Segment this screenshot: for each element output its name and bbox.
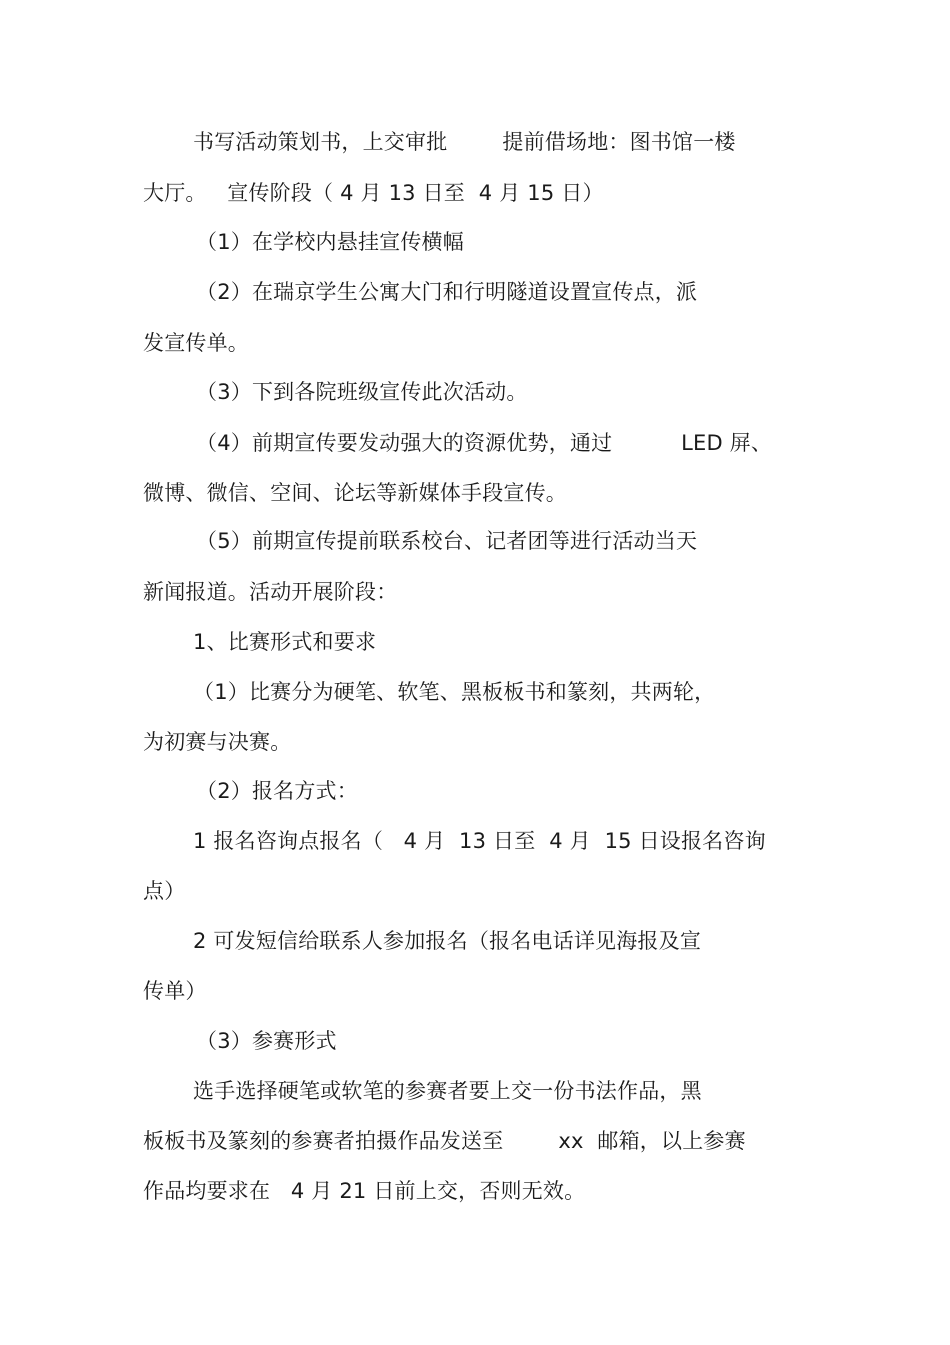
text-line: 大厅。 宣传阶段（ 4 月 13 日至 4 月 15 日）	[143, 181, 604, 205]
text-line: 微博、微信、空间、论坛等新媒体手段宣传。	[143, 481, 567, 505]
text-line: （3）下到各院班级宣传此次活动。	[196, 380, 528, 404]
text-line: 书写活动策划书，上交审批 提前借场地：图书馆一楼	[193, 130, 736, 154]
text-line: （5）前期宣传提前联系校台、记者团等进行活动当天	[196, 529, 698, 553]
text-line: 2 可发短信给联系人参加报名（报名电话详见海报及宣	[193, 929, 702, 953]
text-line: （2）报名方式：	[196, 779, 358, 803]
text-line: 发宣传单。	[143, 331, 249, 355]
text-line: （2）在瑞京学生公寓大门和行明隧道设置宣传点，派	[196, 280, 698, 304]
text-line: （1）比赛分为硬笔、软笔、黑板板书和篆刻，共两轮，	[193, 680, 716, 704]
text-line: 板板书及篆刻的参赛者拍摄作品发送至 xx 邮箱，以上参赛	[143, 1129, 746, 1153]
text-line: 作品均要求在 4 月 21 日前上交，否则无效。	[143, 1179, 586, 1203]
text-line: 新闻报道。活动开展阶段：	[143, 580, 398, 604]
text-line: 1 报名咨询点报名（ 4 月 13 日至 4 月 15 日设报名咨询	[193, 829, 766, 853]
text-line: 点）	[143, 879, 186, 903]
text-line: 传单）	[143, 979, 207, 1003]
text-line: 选手选择硬笔或软笔的参赛者要上交一份书法作品，黑	[193, 1079, 702, 1103]
text-line: （4）前期宣传要发动强大的资源优势，通过 LED 屏、	[196, 431, 773, 455]
text-line: （3）参赛形式	[196, 1029, 337, 1053]
text-line: 1、比赛形式和要求	[193, 630, 377, 654]
text-line: 为初赛与决赛。	[143, 730, 292, 754]
text-line: （1）在学校内悬挂宣传横幅	[196, 230, 464, 254]
